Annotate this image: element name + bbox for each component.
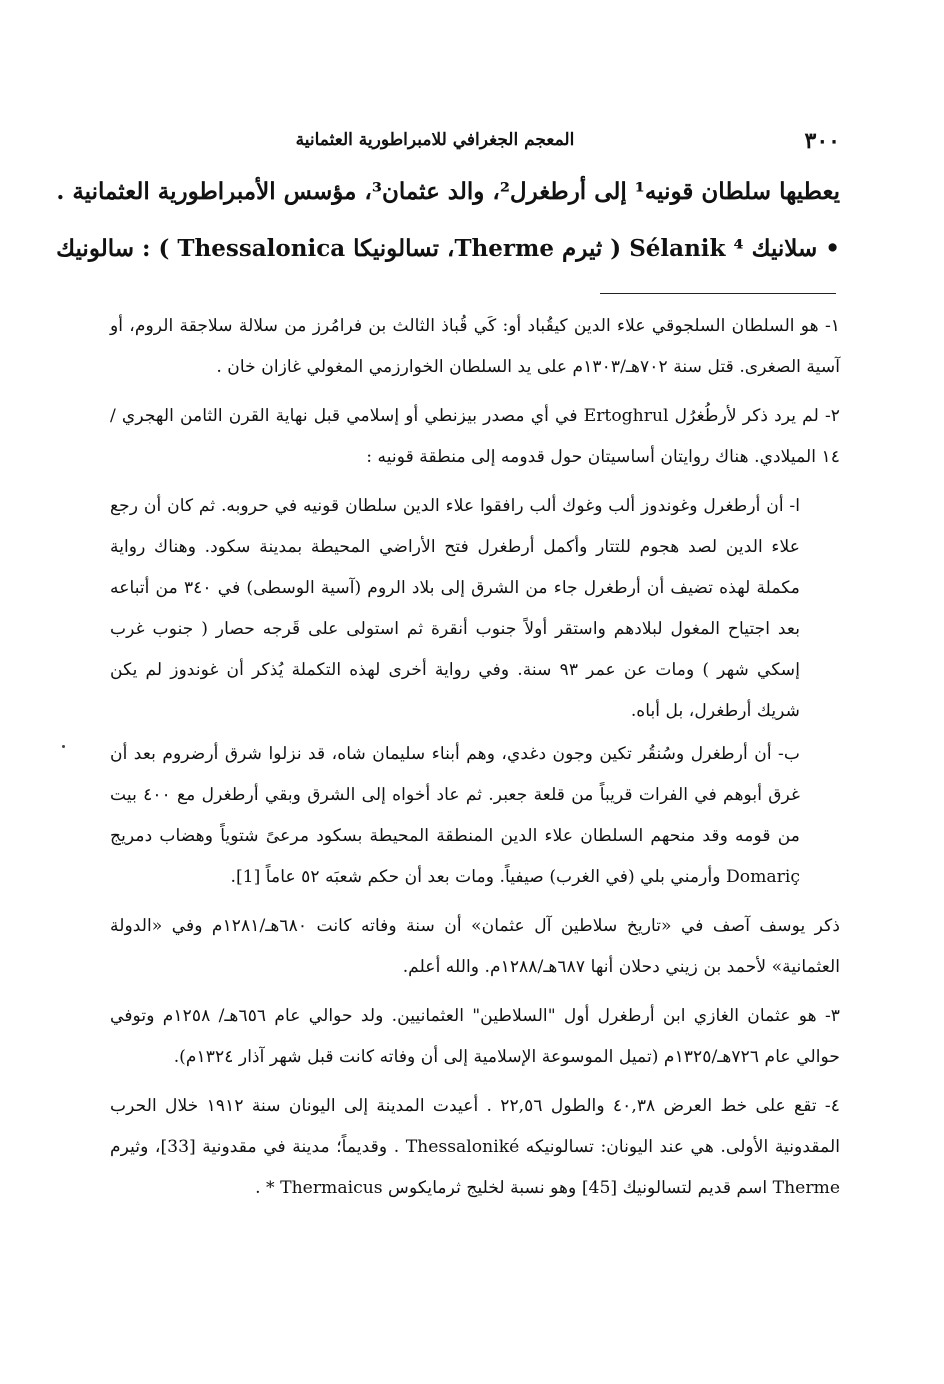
page-number: ٣٠٠ [804, 128, 840, 154]
footnote-3: ٣- هو عثمان الغازي ابن أرطغرل أول "السلاطين" العثمانيين. ولد حوالي عام ٦٥٦هـ/ ١٢٥٨م وتوفي حوالي عام ٧٢٦هـ/١٣٢٥م (تميل الموسوعة الإسلامية إلى أن وفاته كانت قبل شهر آذار ١٣٢٤م). [110, 1006, 841, 1067]
entry-heading-selanik: • سلانيك Sélanik ⁴ ( ثيرم Therme، تسالونيكا Thessalonica ) : سالونيك [56, 235, 840, 262]
footnote-separator [600, 293, 836, 294]
footnote-4: ٤- تقع على خط العرض ٤٠,٣٨ والطول ٢٢,٥٦ . أعيدت المدينة إلى اليونان سنة ١٩١٢ خلال الحرب المقدونية الأولى. هي عند اليونان: تسالونيكه Thessaloniké . وقديماً؛ مدينة في مقدونية [33]، وثيرم Therme اسم قديم لتسالونيك [45] وهو نسبة لخليج ثرمايكوس Thermaicus * . [110, 1096, 840, 1198]
footnote-1: ١- هو السلطان السلجوقي علاء الدين كيقُباد أو: كَي قُباذ الثالث بن فرامُرز من سلالة سلاجقة الروم، أو آسية الصغرى. قتل سنة ٧٠٢هـ/١٣٠٣م على يد السلطان الخوارزمي المغولي غازان خان . [110, 316, 840, 377]
page-header [120, 128, 840, 158]
footnote-2-version-b: ب- أن أرطغرل وسُنقُر تكين وجون دغدي، وهم أبناء سليمان شاه، قد نزلوا شرق أرضروم بعد أن غرق أبوهم في الفرات قريباً من قلعة جعبر. ثم عاد أخواه إلى الشرق وبقي أرطغرل مع ٤٠٠ بيت من قومه وقد منحهم السلطان علاء الدين المنطقة المحيطة بسكود مرعىً شتوياً وهضاب دمريج Domariç وأرمني بلي (في الغرب) صيفياً. ومات بعد أن حكم شعبَه ٥٢ عاماً [1]. [110, 744, 801, 887]
footnotes-section [110, 306, 840, 1217]
footnote-2-version-a: ا- أن أرطغرل وغوندوز ألب وغوك ألب رافقوا علاء الدين سلطان قونيه في حروبه. ثم كان أن رجع علاء الدين لصد هجوم للتتار وأكمل أرطغرل فتح الأراضي المحيطة بمدينة سكود. وهناك رواية مكملة لهذه تضيف أن أرطغرل جاء من الشرق إلى بلاد الروم (آسية الوسطى) في ٣٤٠ من أتباعه بعد اجتياح المغول لبلادهم واستقر أولاً جنوب أنقرة ثم استولى على قَرجه حصار ( جنوب غرب إسكي شهر ) ومات عن عمر ٩٣ سنة. وفي رواية أخرى لهذه التكملة يُذكر أن غوندوز لم يكن شريك أرطغرل، بل أباه. [110, 496, 800, 721]
margin-speck [62, 745, 65, 748]
footnote-2-remark: ذكر يوسف آصف في «تاريخ سلاطين آل عثمان» أن سنة وفاته كانت ٦٨٠هـ/١٢٨١م وفي «الدولة العثمانية» لأحمد بن زيني دحلان أنها ٦٨٧هـ/١٢٨٨م. والله أعلم. [110, 916, 840, 977]
footnote-2: ٢- لم يرد ذكر لأرطُغرُل Ertoghrul في أي مصدر بيزنطي أو إسلامي قبل نهاية القرن الثامن الهجري / ١٤ الميلادي. هناك روايتان أساسيتان حول قدومه إلى منطقة قونيه : [110, 406, 840, 467]
main-text-line-1: يعطيها سلطان قونيه¹ إلى أرطغرل²، والد عثمان³، مؤسس الأمبراطورية العثمانية . [56, 178, 840, 205]
running-title: المعجم الجغرافي للامبراطورية العثمانية [295, 130, 575, 150]
